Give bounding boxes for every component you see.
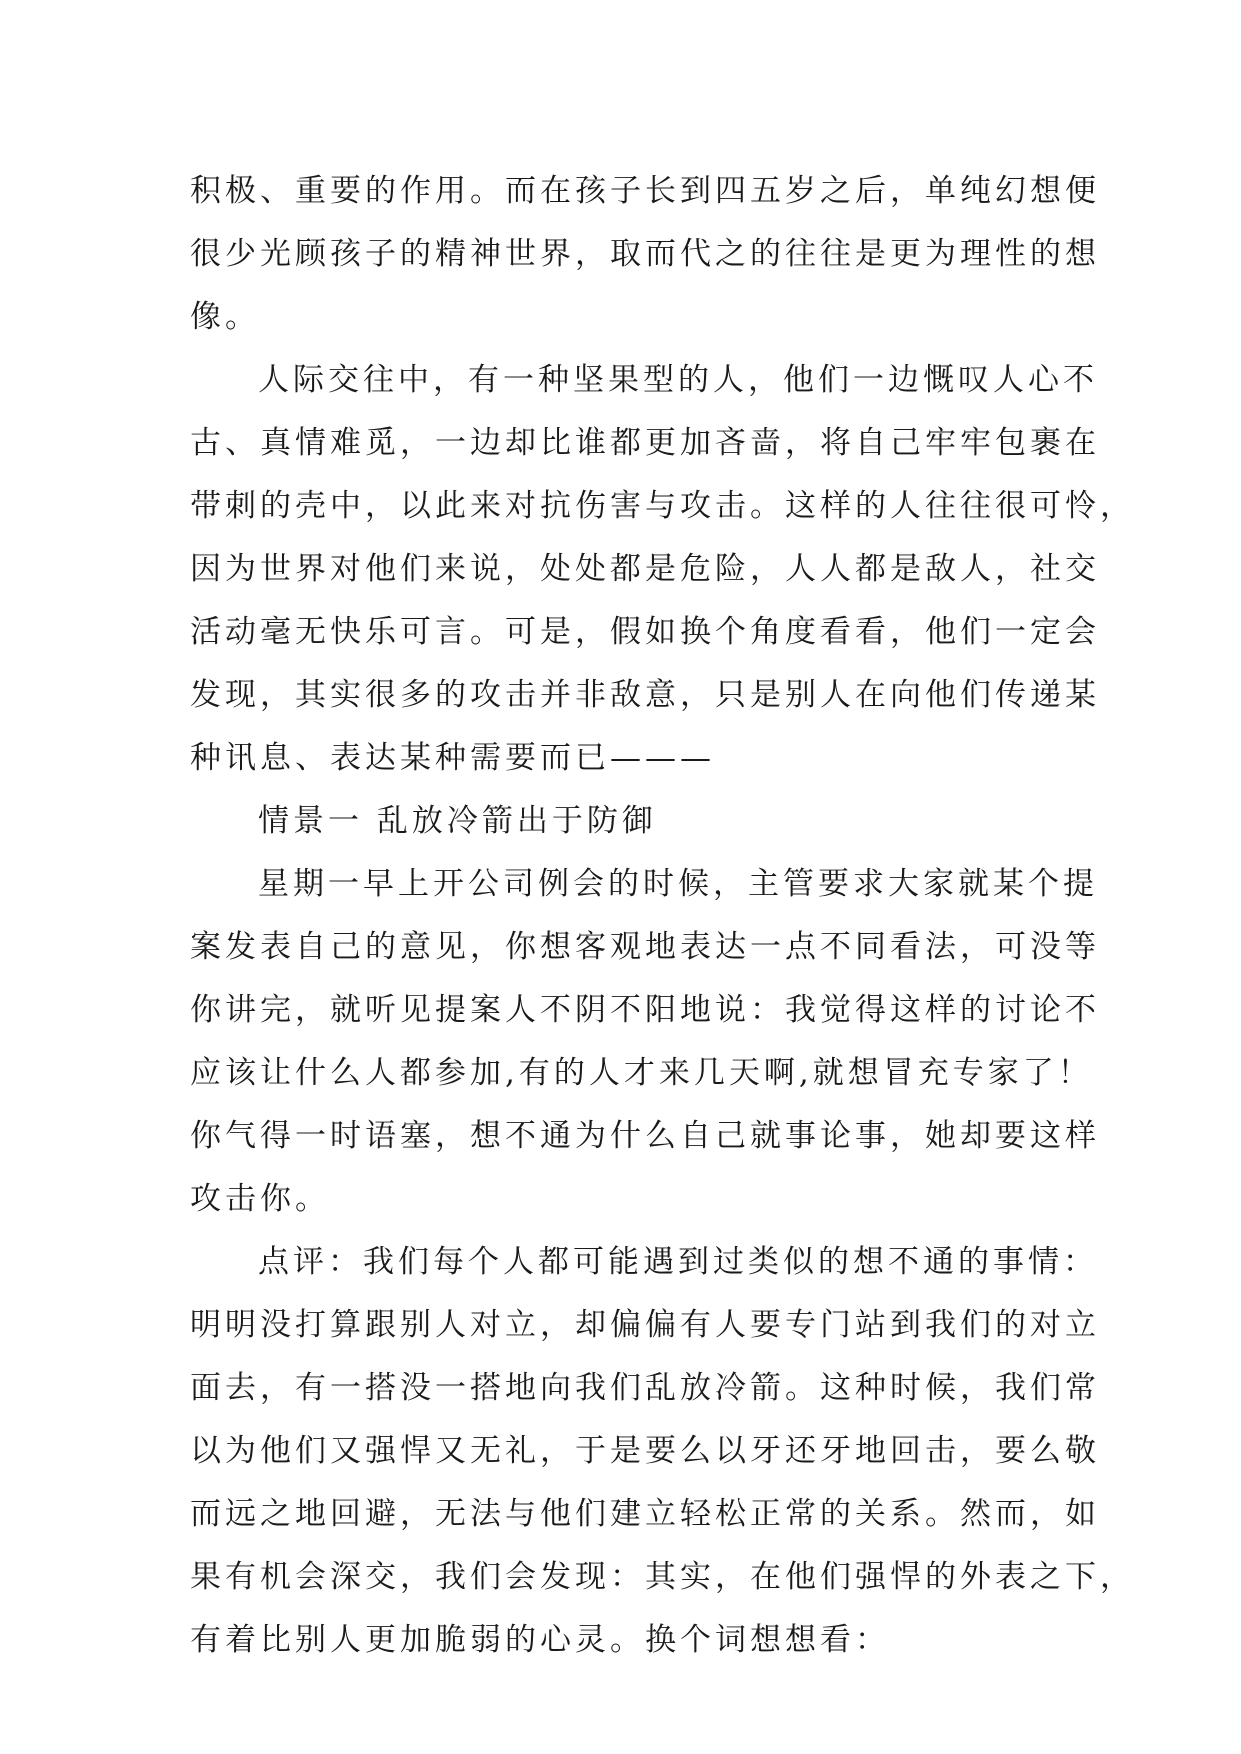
text-line: 种讯息、表达某种需要而已——— — [190, 740, 715, 776]
text-line: 你气得一时语塞，想不通为什么自己就事论事，她却要这样 — [190, 1118, 1100, 1154]
text-line: 因为世界对他们来说，处处都是危险，人人都是敌人，社交 — [190, 551, 1100, 587]
text-line: 有着比别人更加脆弱的心灵。换个词想想看： — [190, 1622, 890, 1658]
text-line: 活动毫无快乐可言。可是，假如换个角度看看，他们一定会 — [190, 614, 1100, 650]
document-body — [190, 160, 1135, 1672]
section-heading: 情景一 乱放冷箭出于防御 — [258, 803, 657, 839]
text-line: 应该让什么人都参加,有的人才来几天啊,就想冒充专家了！ — [190, 1055, 1093, 1091]
text-line: 攻击你。 — [190, 1181, 330, 1217]
text-line: 果有机会深交，我们会发现：其实，在他们强悍的外表之下， — [190, 1559, 1135, 1595]
text-line: 发现，其实很多的攻击并非敌意，只是别人在向他们传递某 — [190, 677, 1100, 713]
text-line: 很少光顾孩子的精神世界，取而代之的往往是更为理性的想 — [190, 236, 1100, 272]
text-line: 明明没打算跟别人对立，却偏偏有人要专门站到我们的对立 — [190, 1307, 1100, 1343]
paragraph-start-line: 人际交往中，有一种坚果型的人，他们一边慨叹人心不 — [258, 362, 1098, 398]
text-line: 你讲完，就听见提案人不阴不阳地说：我觉得这样的讨论不 — [190, 992, 1100, 1028]
paragraph-start-line: 点评：我们每个人都可能遇到过类似的想不通的事情： — [258, 1244, 1098, 1280]
text-line: 带刺的壳中，以此来对抗伤害与攻击。这样的人往往很可怜， — [190, 488, 1135, 524]
text-line: 以为他们又强悍又无礼，于是要么以牙还牙地回击，要么敬 — [190, 1433, 1100, 1469]
text-line: 像。 — [190, 299, 260, 335]
text-line: 案发表自己的意见，你想客观地表达一点不同看法，可没等 — [190, 929, 1100, 965]
text-line: 面去，有一搭没一搭地向我们乱放冷箭。这种时候，我们常 — [190, 1370, 1100, 1406]
paragraph-start-line: 星期一早上开公司例会的时候，主管要求大家就某个提 — [258, 866, 1098, 902]
text-line: 积极、重要的作用。而在孩子长到四五岁之后，单纯幻想便 — [190, 173, 1100, 209]
text-line: 而远之地回避，无法与他们建立轻松正常的关系。然而，如 — [190, 1496, 1100, 1532]
text-line: 古、真情难觅，一边却比谁都更加吝啬，将自己牢牢包裹在 — [190, 425, 1100, 461]
